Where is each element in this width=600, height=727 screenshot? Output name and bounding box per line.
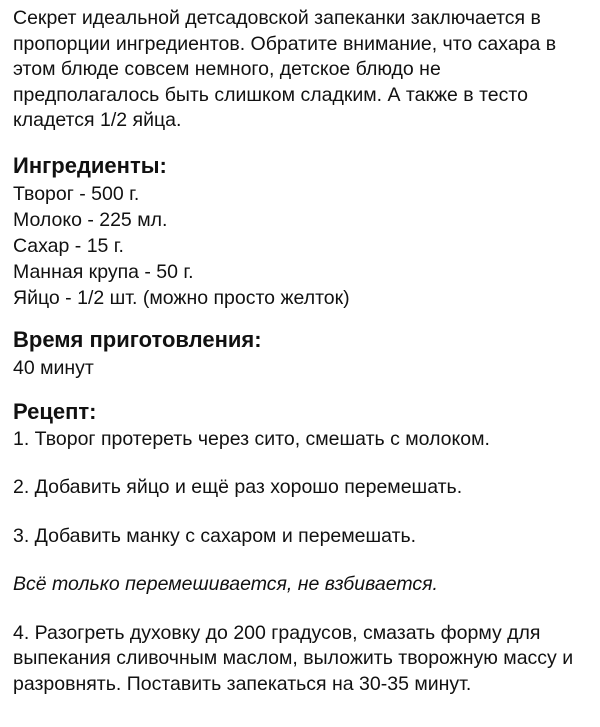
- recipe-heading: Рецепт:: [13, 398, 97, 424]
- recipe-step-4: 4. Разогреть духовку до 200 градусов, смазать форму для выпекания сливочным маслом, выложить творожную массу и разровнять. Поставить запекаться на 30-35 минут.: [13, 621, 574, 695]
- recipe-step-1: 1. Творог протереть через сито, смешать с молоком.: [13, 427, 490, 450]
- ingredient-item: Манная крупа - 50 г.: [13, 260, 194, 283]
- recipe-step-3: 3. Добавить манку с сахаром и перемешать.: [13, 524, 417, 547]
- ingredient-item: Творог - 500 г.: [13, 182, 140, 205]
- ingredients-list: [13, 181, 588, 311]
- ingredient-item: Молоко - 225 мл.: [13, 208, 168, 231]
- recipe-note: Всё только перемешивается, не взбивается.: [13, 573, 438, 595]
- intro-paragraph: Секрет идеальной детсадовской запеканки заключается в пропорции ингредиентов. Обратите внимание, что сахара в этом блюде совсем немного, детское блюдо не предполагалось быть слишком сладким. А также в тесто кладется 1/2 яйца.: [13, 7, 557, 131]
- recipe-step-2: 2. Добавить яйцо и ещё раз хорошо перемешать.: [13, 476, 463, 498]
- ingredients-heading: Ингредиенты:: [13, 152, 167, 178]
- ingredient-item: Сахар - 15 г.: [13, 234, 124, 257]
- ingredient-item: Яйцо - 1/2 шт. (можно просто желток): [13, 286, 350, 309]
- cooking-time-value: 40 минут: [13, 356, 94, 379]
- cooking-time-heading: Время приготовления:: [13, 326, 262, 352]
